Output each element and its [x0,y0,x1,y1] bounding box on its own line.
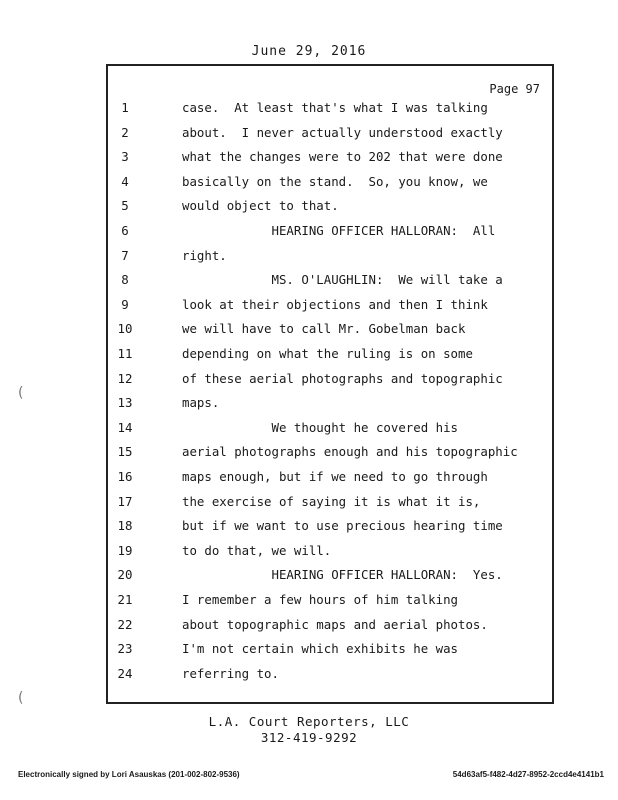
transcript-line [108,518,556,542]
transcript-line [108,543,556,567]
line-number: 18 [117,518,133,534]
transcript-line [108,223,556,247]
transcript-line [108,346,556,370]
transcript-line [108,371,556,395]
line-number: 16 [117,469,133,484]
line-text: about. I never actually understood exactly [182,124,503,140]
line-number: 5 [121,198,129,214]
transcript-line [108,125,556,149]
transcript-date: June 29, 2016 [251,44,367,59]
line-number: 17 [117,493,133,509]
transcript-line [108,395,556,419]
line-text: I'm not certain which exhibits he was [182,641,459,657]
line-number: 8 [121,272,129,288]
document-id: 54d63af5-f482-4d27-8952-2ccd4e4141b1 [452,770,604,779]
transcript-line [108,321,556,345]
scan-speck: ( [18,385,24,401]
line-text: HEARING OFFICER HALLORAN: Yes. [182,567,503,583]
transcript-line [108,617,556,641]
line-number: 4 [121,173,129,189]
line-text: MS. O'LAUGHLIN: We will take a [182,272,503,288]
line-text: about topographic maps and aerial photos. [182,616,488,632]
line-number: 10 [117,321,133,337]
transcript-page-frame [106,64,554,704]
line-text: to do that, we will. [182,542,332,558]
transcript-line [108,592,556,616]
line-text: depending on what the ruling is on some [182,346,473,361]
line-number: 13 [117,395,133,411]
line-text: I remember a few hours of him talking [182,592,459,607]
line-number: 20 [117,567,133,583]
line-number: 9 [121,296,129,312]
transcript-line [108,666,556,690]
transcript-line [108,149,556,173]
transcript-line [108,494,556,518]
line-text: would object to that. [182,198,339,214]
line-number: 11 [117,346,133,361]
transcript-line [108,469,556,493]
line-number: 1 [121,100,129,115]
transcript-line [108,272,556,296]
line-number: 15 [117,444,133,460]
line-text: maps. [182,395,220,411]
line-number: 19 [117,542,133,558]
line-text: of these aerial photographs and topographic [182,370,503,386]
line-text: what the changes were to 202 that were done [182,149,503,165]
line-text: HEARING OFFICER HALLORAN: All [182,223,496,238]
court-reporter-firm: L.A. Court Reporters, LLC [208,714,410,729]
line-text: aerial photographs enough and his topographic [182,444,518,460]
scan-speck: ( [18,690,24,706]
line-number: 12 [117,370,133,386]
transcript-line [108,420,556,444]
line-text: basically on the stand. So, you know, we [182,173,488,189]
line-text: case. At least that's what I was talking [182,100,488,115]
transcript-line [108,567,556,591]
transcript-line [108,641,556,665]
line-text: We thought he covered his [182,419,459,435]
line-number: 14 [117,419,133,435]
line-text: referring to. [182,665,279,681]
line-text: right. [182,247,227,263]
transcript-line [108,248,556,272]
line-number: 7 [121,247,129,263]
court-reporter-phone: 312-419-9292 [260,730,358,745]
transcript-line [108,174,556,198]
line-number: 24 [117,665,133,681]
line-text: the exercise of saying it is what it is, [182,493,481,509]
line-number: 3 [121,149,129,165]
line-text: but if we want to use precious hearing time [182,518,503,534]
electronic-signature-note: Electronically signed by Lori Asauskas (201-002-802-9536) [18,770,240,779]
line-number: 21 [117,592,133,607]
line-text: maps enough, but if we need to go through [182,469,488,484]
line-number: 23 [117,641,133,657]
line-text: we will have to call Mr. Gobelman back [182,321,466,337]
line-number: 6 [121,223,129,238]
transcript-line [108,444,556,468]
transcript-line [108,100,556,124]
line-text: look at their objections and then I think [182,296,488,312]
transcript-line [108,297,556,321]
line-number: 22 [117,616,133,632]
line-number: 2 [121,124,129,140]
page-number: Page 97 [489,82,540,96]
transcript-line [108,198,556,222]
